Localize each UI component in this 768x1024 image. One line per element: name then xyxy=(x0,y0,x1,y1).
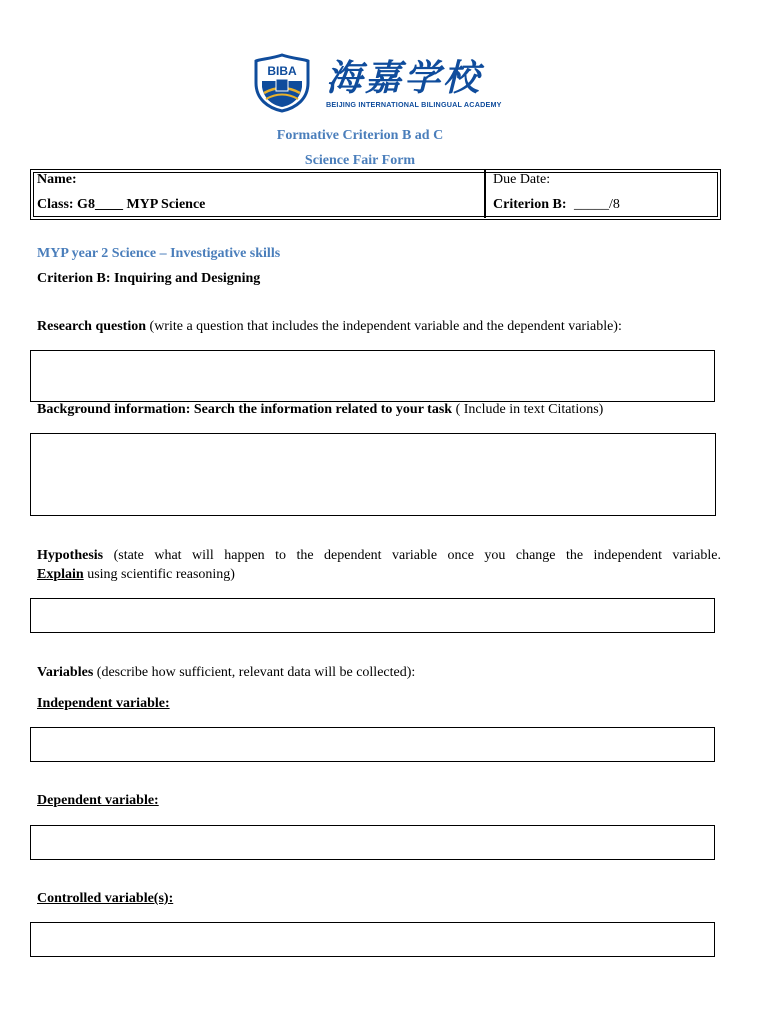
criterion-label: Criterion B: xyxy=(493,197,567,212)
shield-text: BIBA xyxy=(267,64,297,78)
school-chinese-name: 海嘉学校 xyxy=(326,58,483,99)
variables-prompt xyxy=(37,665,415,681)
variables-label: Variables xyxy=(37,665,94,680)
section-title: MYP year 2 Science – Investigative skills xyxy=(37,246,281,261)
research-question-box[interactable] xyxy=(30,350,715,402)
criterion-heading: Criterion B: Inquiring and Designing xyxy=(37,271,261,286)
hypothesis-hint: (state what will happen to the dependent variable once you change the independent variable. xyxy=(103,548,721,563)
explain-hint: using scientific reasoning) xyxy=(83,567,235,582)
dependent-variable-box[interactable] xyxy=(30,825,715,860)
independent-variable-label: Independent variable: xyxy=(37,696,170,711)
background-prompt xyxy=(37,402,603,418)
explain-label: Explain xyxy=(37,567,84,582)
research-question-hint: (write a question that includes the independent variable and the dependent variable): xyxy=(146,319,622,334)
background-box[interactable] xyxy=(30,433,716,516)
dependent-variable-label: Dependent variable: xyxy=(37,793,159,808)
table-divider xyxy=(484,170,486,218)
independent-variable-box[interactable] xyxy=(30,727,715,762)
research-question-label: Research question xyxy=(37,319,147,334)
page-title: Formative Criterion B ad C xyxy=(276,128,444,143)
page-subtitle: Science Fair Form xyxy=(304,153,416,168)
due-date-label: Due Date: xyxy=(493,172,551,187)
variables-hint: (describe how sufficient, relevant data will be collected): xyxy=(93,665,416,680)
name-label: Name: xyxy=(37,172,77,187)
school-logo xyxy=(252,50,508,116)
research-question-prompt xyxy=(37,319,622,335)
background-label: Background information: Search the information related to your task xyxy=(37,402,453,417)
criterion-score: _____/8 xyxy=(573,197,620,212)
hypothesis-label: Hypothesis xyxy=(37,548,104,563)
background-hint: ( Include in text Citations) xyxy=(452,402,604,417)
controlled-variables-label: Controlled variable(s): xyxy=(37,891,174,906)
school-english-name: BEIJING INTERNATIONAL BILINGUAL ACADEMY xyxy=(326,100,502,109)
controlled-variables-box[interactable] xyxy=(30,922,715,957)
biba-shield-icon xyxy=(252,53,312,113)
hypothesis-box[interactable] xyxy=(30,598,715,633)
hypothesis-prompt xyxy=(37,548,721,564)
hypothesis-explain-line xyxy=(37,567,235,583)
class-label: Class: G8____ MYP Science xyxy=(37,197,206,212)
